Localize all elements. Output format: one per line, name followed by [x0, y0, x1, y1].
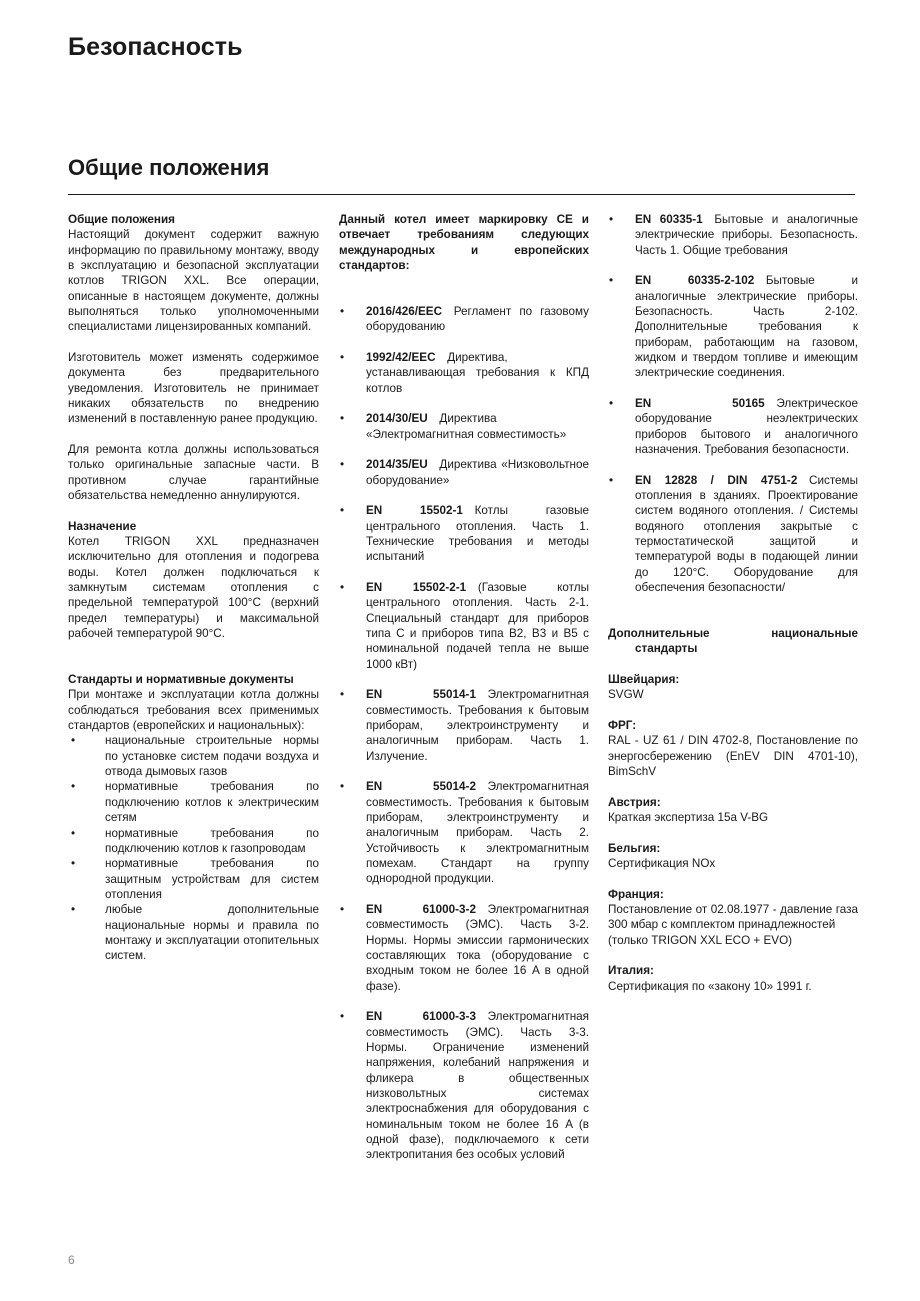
list-item — [68, 733, 319, 779]
heading-general-provisions: Общие положения — [68, 213, 175, 226]
standard-code: EN 61000-3-3 — [366, 1010, 476, 1024]
standard-code: EN 15502-1 — [366, 504, 463, 518]
standard-item — [339, 304, 589, 335]
country-standard-text: SVGW — [608, 688, 644, 702]
standard-item — [339, 411, 589, 442]
standard-item — [608, 396, 858, 457]
bullet-icon: • — [71, 780, 76, 794]
standard-code: 1992/42/EEC — [366, 350, 436, 364]
country-name: Франция: — [608, 887, 664, 901]
en-standards-list — [608, 212, 858, 595]
spacer — [339, 273, 589, 304]
bullet-icon: • — [340, 412, 345, 426]
standard-description: Регламент по газовому оборудованию — [366, 304, 589, 334]
standard-item — [339, 1009, 589, 1162]
bullet-icon: • — [340, 1010, 345, 1024]
standard-description: Бытовые и аналогичные электрические приборы. Безопасность. Часть 2-102. Дополнительные требования к приборам, работающим на газовом, жидком и твердом топливе и имеющим электрические соединения. — [635, 274, 858, 380]
paragraph-purpose: Котел TRIGON XXL предназначен исключительно для отопления и подогрева воды. Котел должен подключаться к замкнутым системам отопления с предельной температурой 100°C (верхний предел температуры) и максимальной рабочей температурой 90°C. — [68, 535, 319, 641]
section-divider — [68, 194, 855, 195]
spacer — [608, 657, 858, 672]
bullet-icon: • — [609, 274, 614, 288]
list-item-text: национальные строительные нормы по установке систем подачи воздуха и отвода дымовых газов — [105, 734, 319, 779]
paragraph-standards-intro: При монтаже и эксплуатации котла должны соблюдаться требования всех применимых стандартов (европейских и национальных): — [68, 688, 319, 733]
spacer — [608, 825, 858, 840]
country-standard-text: Сертификация NOx — [608, 857, 716, 871]
bullet-icon: • — [340, 780, 345, 794]
standard-code: EN 60335-2-102 — [635, 274, 755, 288]
standard-item — [608, 473, 858, 596]
country-standard-block — [608, 718, 858, 779]
country-standard-block — [608, 795, 858, 826]
standard-item — [339, 902, 589, 994]
list-item — [68, 856, 319, 902]
bullet-icon: • — [71, 734, 76, 748]
bullet-icon: • — [609, 397, 614, 411]
country-standard-text: Постановление от 02.08.1977 - давление газа 300 мбар с комплектом принадлежностей — [608, 903, 858, 932]
heading-standards-documents: Стандарты и нормативные документы — [68, 673, 294, 687]
bullet-icon: • — [340, 688, 345, 702]
list-item-text: любые дополнительные национальные нормы и правила по монтажу и эксплуатации отопительных систем. — [105, 903, 319, 963]
national-standards-countries — [608, 672, 858, 994]
section-title: Общие положения — [68, 155, 270, 180]
paragraph-general-1: Настоящий документ содержит важную информацию по правильному монтажу, вводу в эксплуатацию и безопасной эксплуатации котлов TRIGON XXL. Все операции, описанные в настоящем документе, должны выполняться только уполномоченными специалистами лицензированных компаний. — [68, 228, 319, 334]
standard-code: EN 12828 / DIN 4751-2 — [635, 473, 798, 487]
country-standard-block — [608, 887, 858, 948]
standard-item — [339, 580, 589, 672]
standard-description: Котлы газовые центрального отопления. Часть 1. Технические требования и методы испытаний — [366, 504, 589, 564]
standard-description: Электрическое оборудование неэлектрических приборов бытового и аналогичного назначения. Требования безопасности. — [635, 397, 858, 457]
heading-purpose: Назначение — [68, 519, 137, 533]
bullet-icon: • — [609, 473, 614, 487]
standard-description: Электромагнитная совместимость. Требования к бытовым приборам, электроинструменту и аналогичным приборам. Часть 2. Устойчивость к электромагнитным помехам. Стандарт на группу однородной продукции. — [366, 780, 589, 886]
standard-item — [608, 212, 858, 258]
paragraph-ce-intro: Данный котел имеет маркировку CE и отвечает требованиям следующих международных и европейских стандартов: — [339, 213, 589, 273]
country-standard-block — [608, 963, 858, 994]
bullet-icon: • — [340, 580, 345, 594]
country-standard-note: (только TRIGON XXL ECO + EVO) — [608, 933, 793, 947]
country-name: Италия: — [608, 964, 654, 978]
bullet-icon: • — [340, 504, 345, 518]
standard-description: (Газовые котлы центрального отопления. Часть 2-1. Специальный стандарт для приборов типа C и приборов типа B2, B3 и B5 с номинальной подачей тепла не выше 1000 кВт) — [366, 580, 589, 671]
spacer — [608, 595, 858, 626]
country-name: Бельгия: — [608, 841, 661, 855]
paragraph-general-2: Изготовитель может изменять содержимое документа без предварительного уведомления. Изготовитель не принимает никаких обязательств по внедрению изменений в поставленную ранее продукцию. — [68, 351, 319, 426]
paragraph-general-3: Для ремонта котла должны использоваться только оригинальные запасные части. В противном случае гарантийные обязательства немедленно аннулируются. — [68, 443, 319, 503]
standard-item — [608, 273, 858, 380]
bullet-icon: • — [71, 857, 76, 871]
standard-code: EN 55014-1 — [366, 688, 476, 702]
country-standard-block — [608, 672, 858, 703]
standard-code: 2016/426/EEC — [366, 304, 443, 318]
heading-additional-national-standards: Дополнительные национальные стандарты — [608, 627, 858, 656]
spacer — [68, 503, 319, 518]
list-item — [68, 826, 319, 857]
spacer — [608, 871, 858, 886]
spacer — [68, 335, 319, 350]
bullet-icon: • — [609, 213, 614, 226]
standard-description: Бытовые и аналогичные электрические приборы. Безопасность. Часть 1. Общие требования — [635, 213, 858, 257]
page-number: 6 — [68, 1253, 75, 1267]
spacer — [608, 703, 858, 718]
spacer — [68, 427, 319, 442]
standard-code: 2014/35/EU — [366, 458, 428, 472]
spacer — [608, 948, 858, 963]
column-ce-standards — [339, 212, 589, 1163]
standard-description: Директива «Низковольтное оборудование» — [366, 458, 589, 487]
list-item — [68, 779, 319, 825]
standard-item — [339, 687, 589, 764]
standards-requirements-list — [68, 733, 319, 963]
standard-code: EN 50165 — [635, 397, 765, 411]
country-standard-text: Сертификация по «закону 10» 1991 г. — [608, 979, 812, 993]
bullet-icon: • — [340, 304, 345, 318]
country-standard-block — [608, 841, 858, 872]
country-standard-text: RAL - UZ 61 / DIN 4702-8, Постановление по энергосбережению (EnEV DIN 4701-10), BimSchV — [608, 734, 858, 779]
standard-item — [339, 779, 589, 886]
column-general-provisions — [68, 212, 319, 964]
bullet-icon: • — [71, 903, 76, 917]
standard-code: EN 60335-1 — [635, 213, 703, 226]
standard-description: Директива «Электромагнитная совместимость» — [366, 412, 567, 441]
list-item-text: нормативные требования по защитным устройствам для систем отопления — [105, 857, 319, 901]
standard-code: EN 61000-3-2 — [366, 903, 476, 916]
bullet-icon: • — [340, 903, 345, 916]
country-name: ФРГ: — [608, 719, 637, 733]
country-standard-text: Краткая экспертиза 15a V-BG — [608, 811, 769, 825]
spacer — [68, 641, 319, 672]
chapter-title: Безопасность — [68, 33, 243, 61]
spacer — [608, 779, 858, 794]
list-item-text: нормативные требования по подключению котлов к электрическим сетям — [105, 780, 319, 825]
bullet-icon: • — [71, 826, 76, 840]
standard-item — [339, 457, 589, 488]
standard-description: Системы отопления в зданиях. Проектирование систем водяного отопления. / Системы водяного отопления закрытые с термостатической защитой и температурой воды в подающей линии до 120°C. Оборудование для обеспечения безопасности/ — [635, 473, 858, 595]
column-en-standards — [608, 212, 858, 994]
standard-description: Директива, устанавливающая требования к КПД котлов — [366, 350, 589, 395]
standard-description: Электромагнитная совместимость (ЭМС). Часть 3-2. Нормы. Нормы эмиссии гармонических составляющих тока (оборудование с входным током не более 16 A в одной фазе). — [366, 903, 589, 993]
bullet-icon: • — [340, 350, 345, 364]
bullet-icon: • — [340, 458, 345, 472]
standard-item — [339, 503, 589, 564]
list-item — [68, 902, 319, 963]
country-name: Австрия: — [608, 795, 661, 809]
ce-standards-list — [339, 304, 589, 1163]
standard-description: Электромагнитная совместимость. Требования к бытовым приборам, электроинструменту и аналогичным приборам. Часть 1. Излучение. — [366, 688, 589, 763]
country-name: Швейцария: — [608, 673, 680, 687]
list-item-text: нормативные требования по подключению котлов к газопроводам — [105, 826, 319, 855]
standard-code: 2014/30/EU — [366, 412, 428, 426]
standard-code: EN 55014-2 — [366, 780, 476, 794]
standard-code: EN 15502-2-1 — [366, 580, 467, 594]
standard-description: Электромагнитная совместимость (ЭМС). Часть 3-3. Нормы. Ограничение изменений напряжения, колебаний напряжения и фликера в общественных низковольтных системах электроснабжения для оборудования с номинальным током не более 16 A (в одной фазе), подключаемого к сети электропитания без особых условий — [366, 1010, 589, 1162]
standard-item — [339, 350, 589, 396]
